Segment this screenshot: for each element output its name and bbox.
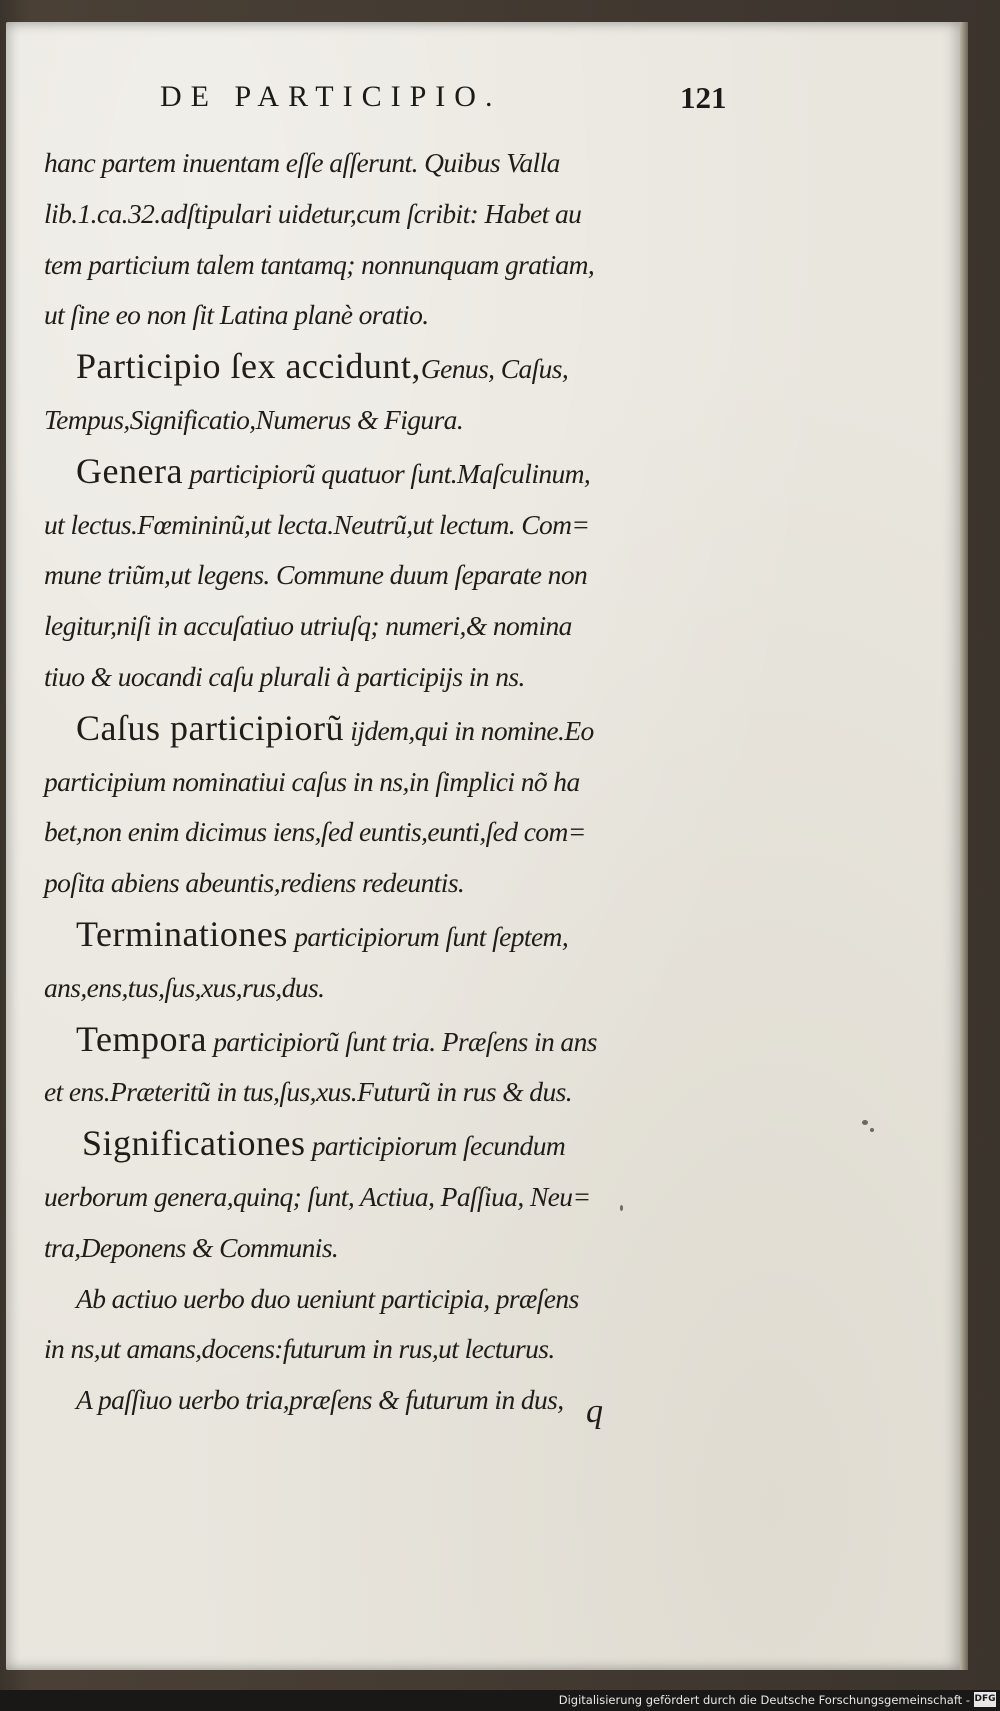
paper-speck <box>862 1120 868 1125</box>
text-line: ans,ens,tus,ſus,xus,rus,dus. <box>44 971 325 1003</box>
section-capital: Tempora <box>76 1018 207 1059</box>
section-capital: Genera <box>76 450 183 491</box>
text-line: Ab actiuo uerbo duo ueniunt participia, præſens <box>76 1282 579 1314</box>
section-capital: Caſus participiorũ <box>76 707 344 748</box>
section-heading-line: Tempora participiorũ ſunt tria. Præſens in ans <box>76 1018 597 1059</box>
text-line: A paſſiuo uerbo tria,præſens & futurum in dus, <box>76 1384 564 1416</box>
text-line: tem particium talem tantamq; nonnunquam gratiam, <box>44 248 595 280</box>
text-line: participium nominatiui caſus in ns,in ſimplici nõ ha <box>44 765 580 797</box>
section-heading-line: Terminationes participiorum ſunt ſeptem, <box>76 913 569 954</box>
text-line: poſita abiens abeuntis,rediens redeuntis. <box>44 867 465 899</box>
text-line: tiuo & uocandi caſu plurali à participijs in ns. <box>44 660 525 692</box>
text-line: et ens.Præteritũ in tus,ſus,xus.Futurũ in rus & dus. <box>44 1076 572 1108</box>
section-capital: Participio ſex accidunt, <box>76 346 421 387</box>
page-number: 121 <box>680 80 727 115</box>
section-heading-line: Significationes participiorum ſecundum <box>82 1123 566 1164</box>
section-capital: Significationes <box>82 1123 306 1164</box>
text-line: lib.1.ca.32.adſtipulari uidetur,cum ſcribit: Habet au <box>44 197 582 229</box>
text-line: hanc partem inuentam eſſe aſſerunt. Quibus Valla <box>44 147 560 178</box>
text-line: Tempus,Significatio,Numerus & Figura. <box>44 403 464 435</box>
text-line: bet,non enim dicimus iens,ſed euntis,eunti,ſed com= <box>44 816 586 848</box>
text-line: ut lectus.Fœmininũ,ut lecta.Neutrũ,ut lectum. Com= <box>44 508 590 540</box>
section-capital: Terminationes <box>76 913 288 954</box>
section-heading-line: Genera participiorũ quatuor ſunt.Maſculinum, <box>76 450 591 491</box>
section-heading-line: Participio ſex accidunt,Genus, Caſus, <box>76 346 569 387</box>
text-line: legitur,niſi in accuſatiuo utriuſq; numeri,& nomina <box>44 610 572 642</box>
running-head: DE PARTICIPIO. <box>160 80 502 113</box>
page-edge <box>960 22 968 1670</box>
funding-credit: Digitalisierung gefördert durch die Deutsche Forschungsgemeinschaft - <box>558 1693 970 1707</box>
paper-speck <box>870 1128 874 1132</box>
body-text <box>44 138 744 1426</box>
text-line: mune triũm,ut legens. Commune duum ſeparate non <box>44 559 588 591</box>
text-line: uerborum genera,quinq; ſunt, Actiua, Paſſiua, Neu= <box>44 1180 591 1212</box>
text-line: ut ſine eo non ſit Latina planè oratio. <box>44 299 429 331</box>
text-line: in ns,ut amans,docens:futurum in rus,ut lecturus. <box>44 1333 555 1365</box>
dfg-logo: DFG <box>974 1692 996 1707</box>
section-heading-line: Caſus participiorũ ijdem,qui in nomine.Eo <box>76 707 594 748</box>
catchword: q <box>586 1393 603 1430</box>
text-line: tra,Deponens & Communis. <box>44 1231 339 1263</box>
paper-speck <box>620 1205 623 1211</box>
